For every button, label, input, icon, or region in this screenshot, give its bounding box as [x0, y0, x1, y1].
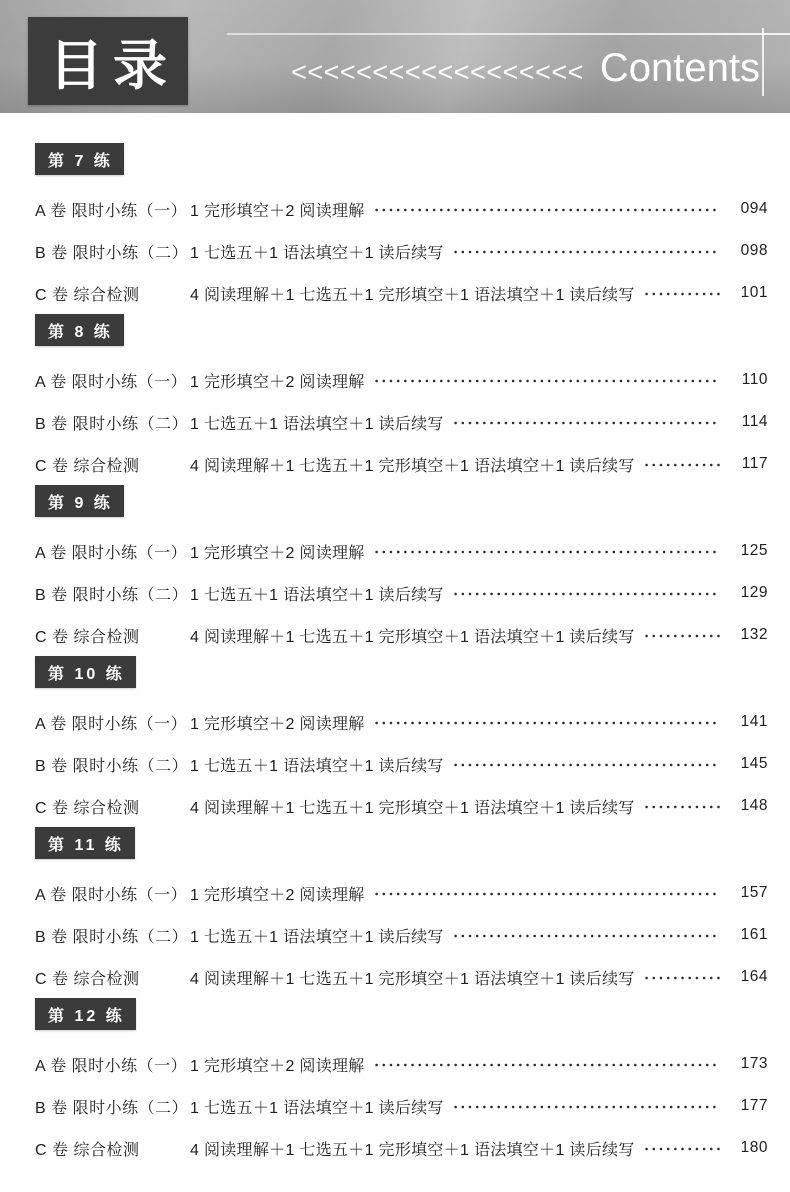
toc-section-7	[35, 143, 768, 314]
dot-leader	[373, 891, 720, 897]
dot-leader	[643, 633, 720, 639]
row-label: C 卷 综合检测	[35, 799, 140, 817]
dot-leader	[452, 762, 720, 768]
row-desc: 4 阅读理解＋1 七选五＋1 完形填空＋1 语法填空＋1 读后续写	[190, 799, 635, 817]
page-number: 129	[740, 584, 768, 601]
row-label: C 卷 综合检测	[35, 1141, 140, 1159]
dot-leader	[643, 1146, 720, 1152]
row-desc: 4 阅读理解＋1 七选五＋1 完形填空＋1 语法填空＋1 读后续写	[190, 286, 635, 304]
row-label: C 卷 综合检测	[35, 457, 140, 475]
row-label: A 卷 限时小练（一）	[35, 715, 188, 733]
row-desc: 1 完形填空＋2 阅读理解	[190, 544, 365, 562]
row-desc: 1 完形填空＋2 阅读理解	[190, 715, 365, 733]
toc-row	[35, 1085, 768, 1127]
page-number: 110	[741, 371, 768, 388]
contents-label: Contents	[599, 46, 760, 90]
toc-row	[35, 872, 768, 914]
row-desc: 4 阅读理解＋1 七选五＋1 完形填空＋1 语法填空＋1 读后续写	[190, 970, 635, 988]
row-label: A 卷 限时小练（一）	[35, 202, 188, 220]
toc-row	[35, 614, 768, 656]
toc-row	[35, 401, 768, 443]
row-desc: 1 七选五＋1 语法填空＋1 读后续写	[190, 928, 444, 946]
section-title: 第 8 练	[35, 314, 124, 346]
toc-row	[35, 530, 768, 572]
row-label: A 卷 限时小练（一）	[35, 373, 188, 391]
section-title: 第 11 练	[35, 827, 135, 859]
dot-leader	[643, 975, 720, 981]
dot-leader	[373, 1062, 720, 1068]
row-label: A 卷 限时小练（一）	[35, 886, 188, 904]
toc-section-12	[35, 998, 768, 1169]
toc-row	[35, 188, 768, 230]
toc-section-8	[35, 314, 768, 485]
dot-leader	[643, 462, 720, 468]
dot-leader	[643, 291, 720, 297]
toc-row	[35, 1043, 768, 1085]
page-number: 161	[740, 926, 768, 943]
dot-leader	[452, 420, 720, 426]
section-title: 第 9 练	[35, 485, 124, 517]
section-title: 第 7 练	[35, 143, 124, 175]
page-number: 180	[740, 1139, 768, 1156]
page-number: 148	[740, 797, 768, 814]
decorative-vertical-line	[762, 28, 764, 96]
toc-row	[35, 743, 768, 785]
section-title: 第 10 练	[35, 656, 136, 688]
row-label: B 卷 限时小练（二）	[35, 757, 189, 775]
dot-leader	[373, 207, 720, 213]
toc-row	[35, 701, 768, 743]
section-title: 第 12 练	[35, 998, 136, 1030]
toc-row	[35, 785, 768, 827]
dot-leader	[452, 1104, 720, 1110]
toc-row	[35, 572, 768, 614]
page-number: 094	[740, 200, 768, 217]
dot-leader	[373, 720, 720, 726]
row-desc: 4 阅读理解＋1 七选五＋1 完形填空＋1 语法填空＋1 读后续写	[190, 628, 635, 646]
page-number: 125	[740, 542, 768, 559]
row-label: B 卷 限时小练（二）	[35, 244, 189, 262]
row-label: B 卷 限时小练（二）	[35, 1099, 189, 1117]
toc-list	[0, 113, 790, 1169]
dot-leader	[643, 804, 720, 810]
row-label: C 卷 综合检测	[35, 286, 140, 304]
toc-row	[35, 956, 768, 998]
dot-leader	[452, 249, 720, 255]
page-title-box	[28, 17, 188, 105]
row-label: B 卷 限时小练（二）	[35, 586, 189, 604]
row-desc: 4 阅读理解＋1 七选五＋1 完形填空＋1 语法填空＋1 读后续写	[190, 1141, 635, 1159]
dot-leader	[452, 933, 720, 939]
toc-row	[35, 443, 768, 485]
toc-section-11	[35, 827, 768, 998]
page-number: 173	[740, 1055, 768, 1072]
header-banner	[0, 0, 790, 113]
row-desc: 1 七选五＋1 语法填空＋1 读后续写	[190, 757, 444, 775]
toc-row	[35, 272, 768, 314]
decorative-horizontal-line	[227, 33, 790, 35]
page-number: 117	[741, 455, 768, 472]
toc-row	[35, 230, 768, 272]
page-number: 132	[740, 626, 768, 643]
row-desc: 1 七选五＋1 语法填空＋1 读后续写	[190, 1099, 444, 1117]
page-number: 145	[740, 755, 768, 772]
toc-row	[35, 914, 768, 956]
row-label: B 卷 限时小练（二）	[35, 928, 189, 946]
row-desc: 1 完形填空＋2 阅读理解	[190, 373, 365, 391]
row-desc: 1 七选五＋1 语法填空＋1 读后续写	[190, 244, 444, 262]
toc-section-10	[35, 656, 768, 827]
contents-heading	[291, 46, 760, 91]
toc-row	[35, 1127, 768, 1169]
row-label: A 卷 限时小练（一）	[35, 544, 188, 562]
dot-leader	[373, 378, 720, 384]
toc-section-9	[35, 485, 768, 656]
toc-row	[35, 359, 768, 401]
page-title: 目录	[49, 35, 177, 96]
page-number: 141	[740, 713, 768, 730]
dot-leader	[452, 591, 720, 597]
row-desc: 1 完形填空＋2 阅读理解	[190, 1057, 365, 1075]
row-label: C 卷 综合检测	[35, 628, 140, 646]
row-desc: 1 七选五＋1 语法填空＋1 读后续写	[190, 415, 444, 433]
page-number: 164	[740, 968, 768, 985]
page-number: 157	[740, 884, 768, 901]
page-number: 114	[741, 413, 768, 430]
row-label: B 卷 限时小练（二）	[35, 415, 189, 433]
row-desc: 4 阅读理解＋1 七选五＋1 完形填空＋1 语法填空＋1 读后续写	[190, 457, 635, 475]
page-number: 101	[740, 284, 768, 301]
row-label: A 卷 限时小练（一）	[35, 1057, 188, 1075]
chevrons-left-icon: <<<<<<<<<<<<<<<<<<	[291, 57, 584, 87]
dot-leader	[373, 549, 720, 555]
row-desc: 1 完形填空＋2 阅读理解	[190, 202, 365, 220]
row-desc: 1 完形填空＋2 阅读理解	[190, 886, 365, 904]
page-number: 098	[740, 242, 768, 259]
row-desc: 1 七选五＋1 语法填空＋1 读后续写	[190, 586, 444, 604]
page-number: 177	[740, 1097, 768, 1114]
row-label: C 卷 综合检测	[35, 970, 140, 988]
